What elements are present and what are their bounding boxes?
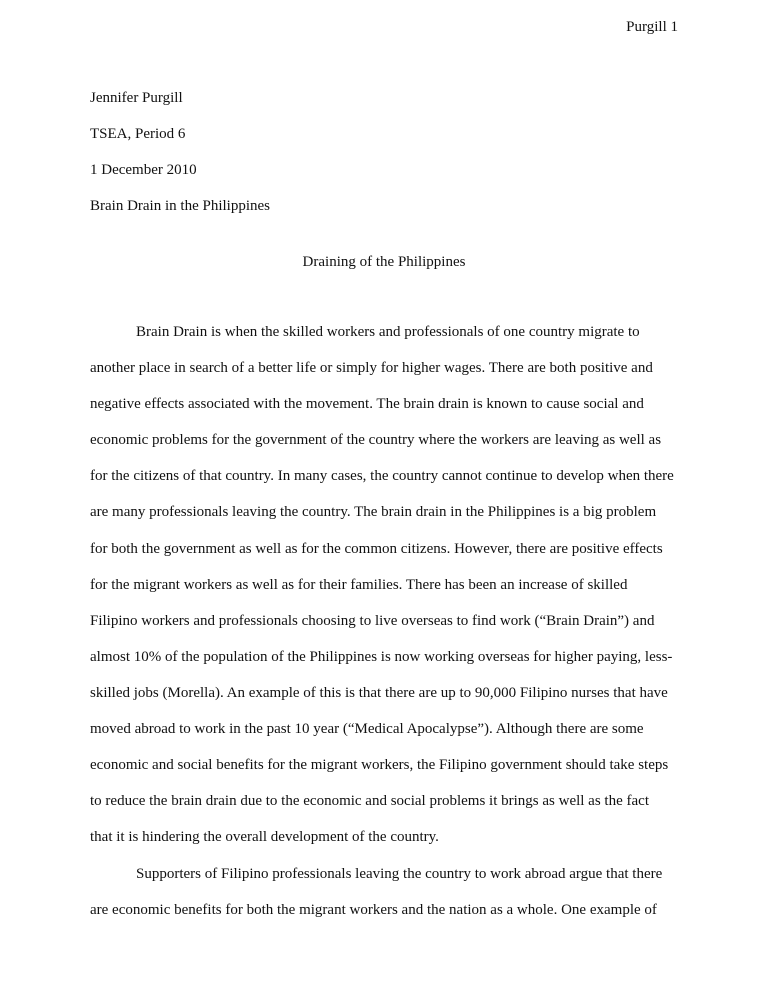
paragraph-line: economic and social benefits for the migrant workers, the Filipino government should take steps bbox=[90, 757, 669, 774]
course-info: TSEA, Period 6 bbox=[90, 126, 186, 142]
paragraph-2 bbox=[90, 856, 690, 928]
topic-line: Brain Drain in the Philippines bbox=[90, 198, 270, 214]
paragraph-line: Supporters of Filipino professionals leaving the country to work abroad argue that there bbox=[136, 866, 663, 882]
paragraph-line: are economic benefits for both the migrant workers and the nation as a whole. One example of bbox=[90, 902, 657, 919]
paragraph-line: for the citizens of that country. In many cases, the country cannot continue to develop when there bbox=[90, 468, 674, 485]
paragraph-line: almost 10% of the population of the Philippines is now working overseas for higher paying, less- bbox=[90, 648, 673, 665]
paragraph-line: that it is hindering the overall development of the country. bbox=[90, 829, 439, 846]
paragraph-line: economic problems for the government of the country where the workers are leaving as well as bbox=[90, 432, 662, 449]
date-line: 1 December 2010 bbox=[90, 162, 197, 178]
paragraph-line: moved abroad to work in the past 10 year (“Medical Apocalypse”). Although there are some bbox=[90, 721, 644, 738]
paragraph-line: Filipino workers and professionals choosing to live overseas to find work (“Brain Drain”) and bbox=[90, 612, 655, 629]
running-head: Purgill 1 bbox=[626, 19, 678, 35]
paragraph-line: for the migrant workers as well as for their families. There has been an increase of skilled bbox=[90, 576, 628, 593]
paragraph-line: skilled jobs (Morella). An example of this is that there are up to 90,000 Filipino nurses that have bbox=[90, 684, 668, 701]
paragraph-line: Brain Drain is when the skilled workers and professionals of one country migrate to bbox=[136, 324, 640, 340]
paragraph-1 bbox=[90, 314, 690, 855]
paragraph-line: another place in search of a better life or simply for higher wages. There are both positive and bbox=[90, 360, 653, 377]
essay-title: Draining of the Philippines bbox=[302, 254, 466, 270]
author-name: Jennifer Purgill bbox=[90, 90, 183, 106]
paragraph-line: negative effects associated with the movement. The brain drain is known to cause social and bbox=[90, 396, 644, 413]
paragraph-line: are many professionals leaving the country. The brain drain in the Philippines is a big problem bbox=[90, 504, 657, 521]
paragraph-line: to reduce the brain drain due to the economic and social problems it brings as well as the fact bbox=[90, 793, 649, 810]
paragraph-line: for both the government as well as for the common citizens. However, there are positive effects bbox=[90, 540, 663, 557]
